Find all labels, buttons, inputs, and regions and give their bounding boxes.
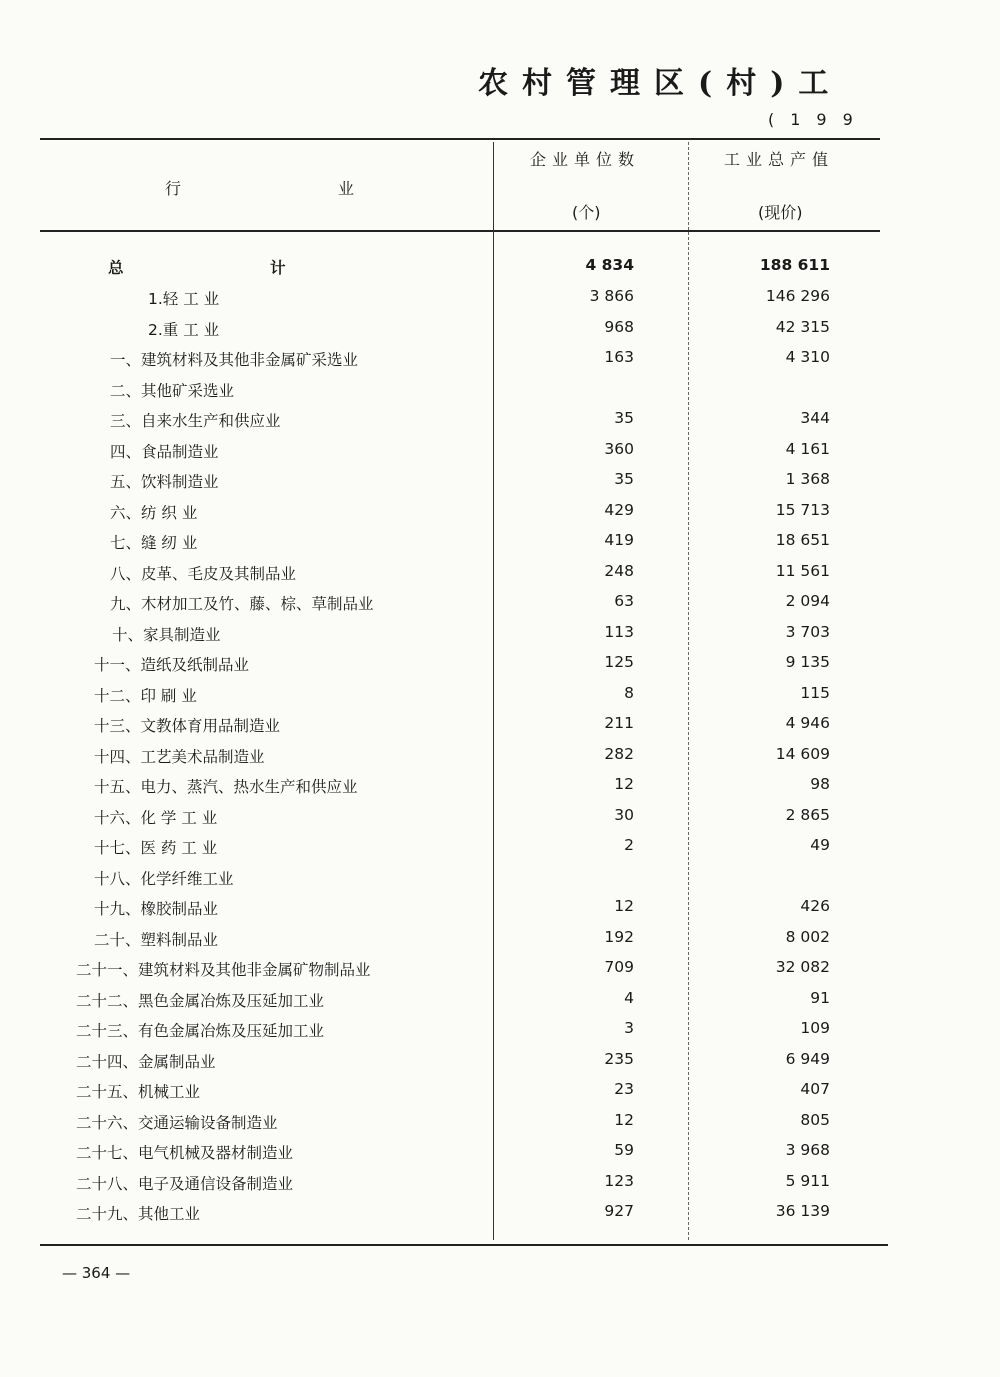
industry-label: 六、纺 织 业	[110, 503, 198, 522]
output-value: 3 703	[785, 622, 830, 641]
table-row	[0, 714, 1000, 742]
industry-label: 九、木材加工及竹、藤、棕、草制品业	[110, 595, 374, 613]
industry-label: 十五、电力、蒸汽、热水生产和供应业	[94, 778, 358, 796]
enterprises-value: 59	[614, 1141, 634, 1159]
output-value: 6 949	[785, 1049, 830, 1068]
industry-label: 二十七、电气机械及器材制造业	[76, 1144, 294, 1162]
table-row	[0, 562, 1000, 590]
industry-label: 八、皮革、毛皮及其制品业	[110, 564, 297, 583]
output-value: 407	[800, 1080, 830, 1098]
enterprises-value: 163	[604, 348, 634, 366]
enterprises-value: 23	[614, 1080, 634, 1098]
table-row	[0, 684, 1000, 712]
industry-label: 二十九、其他工业	[76, 1205, 201, 1223]
table-header-rule	[40, 230, 880, 232]
table-row	[0, 836, 1000, 864]
enterprises-value: 211	[604, 714, 634, 732]
output-value: 4 161	[785, 439, 830, 458]
table-row	[0, 745, 1000, 773]
output-unit: (现价)	[758, 203, 803, 222]
table-row	[0, 623, 1000, 651]
industry-label: 二十、塑料制品业	[94, 930, 219, 949]
industry-header-part2: 业	[338, 179, 355, 198]
industry-label: 十二、印 刷 业	[94, 686, 197, 705]
table-row	[0, 318, 1000, 346]
table-row	[0, 1141, 1000, 1169]
industry-header-part1: 行	[165, 179, 182, 198]
enterprises-value: 927	[604, 1202, 634, 1220]
output-value: 4 310	[785, 348, 830, 366]
table-row	[0, 409, 1000, 437]
total-enterprises: 4 834	[585, 256, 634, 274]
total-label-left: 总	[108, 259, 124, 277]
enterprises-value: 3 866	[589, 287, 634, 305]
total-row	[0, 256, 1000, 284]
enterprises-header: 企业单位数	[530, 150, 641, 169]
enterprises-value: 192	[604, 927, 634, 946]
output-value: 109	[800, 1019, 830, 1037]
enterprises-value: 2	[624, 836, 634, 854]
enterprises-value: 125	[604, 653, 634, 671]
table-row	[0, 1080, 1000, 1108]
enterprises-value: 12	[614, 775, 634, 793]
enterprises-value: 63	[614, 592, 634, 610]
table-top-rule	[40, 138, 880, 140]
output-value: 32 082	[775, 958, 830, 976]
industry-label: 三、自来水生产和供应业	[110, 412, 281, 430]
output-value: 2 094	[785, 592, 830, 610]
enterprises-value: 4	[624, 988, 634, 1007]
output-value: 344	[800, 409, 830, 427]
table-row	[0, 1019, 1000, 1047]
enterprises-value: 235	[604, 1049, 634, 1068]
table-row	[0, 470, 1000, 498]
industry-label: 十八、化学纤维工业	[94, 869, 234, 888]
table-row	[0, 531, 1000, 559]
industry-label: 二十三、有色金属冶炼及压延加工业	[76, 1022, 325, 1040]
output-value: 146 296	[765, 287, 830, 305]
table-row	[0, 348, 1000, 376]
industry-label: 十九、橡胶制品业	[94, 900, 219, 918]
table-row	[0, 1172, 1000, 1200]
enterprises-value: 12	[614, 897, 634, 915]
enterprises-value: 3	[624, 1019, 634, 1037]
total-output: 188 611	[759, 256, 830, 274]
enterprises-value: 360	[604, 439, 634, 458]
output-value: 1 368	[785, 470, 830, 488]
industry-label: 二十二、黑色金属冶炼及压延加工业	[76, 991, 325, 1010]
industry-label: 二十四、金属制品业	[76, 1052, 216, 1071]
output-value: 42 315	[775, 317, 830, 336]
enterprises-value: 8	[624, 683, 634, 702]
table-row	[0, 775, 1000, 803]
enterprises-value: 248	[604, 561, 634, 580]
enterprises-value: 35	[614, 409, 634, 427]
output-value: 4 946	[785, 714, 830, 732]
output-value: 115	[800, 683, 830, 702]
industry-label: 七、缝 纫 业	[110, 534, 198, 552]
output-header: 工业总产值	[724, 150, 835, 169]
output-value: 98	[810, 775, 830, 793]
enterprises-value: 968	[604, 317, 634, 336]
industry-label: 四、食品制造业	[110, 442, 219, 461]
output-value: 91	[810, 988, 830, 1007]
table-bottom-rule	[40, 1244, 888, 1246]
industry-label: 二十八、电子及通信设备制造业	[76, 1174, 294, 1193]
output-value: 3 968	[785, 1141, 830, 1159]
enterprises-value: 113	[604, 622, 634, 641]
industry-label: 二十六、交通运输设备制造业	[76, 1113, 278, 1132]
industry-label: 2.重 工 业	[148, 320, 220, 339]
output-value: 2 865	[785, 805, 830, 824]
table-row	[0, 1050, 1000, 1078]
enterprises-value: 123	[604, 1171, 634, 1190]
table-row	[0, 989, 1000, 1017]
table-row	[0, 653, 1000, 681]
page-number: — 364 —	[62, 1264, 131, 1282]
enterprises-value: 419	[604, 531, 634, 549]
output-value: 14 609	[775, 744, 830, 763]
enterprises-value: 709	[604, 958, 634, 976]
industry-label: 二十五、机械工业	[76, 1083, 201, 1101]
industry-label: 十、家具制造业	[112, 625, 221, 644]
industry-label: 1.轻 工 业	[148, 290, 220, 308]
industry-label: 十三、文教体育用品制造业	[94, 717, 281, 735]
industry-label: 十七、医 药 工 业	[94, 839, 218, 857]
enterprises-value: 30	[614, 805, 634, 824]
table-row	[0, 867, 1000, 895]
output-value: 9 135	[785, 653, 830, 671]
output-value: 5 911	[785, 1171, 830, 1190]
enterprises-value: 429	[604, 500, 634, 519]
table-row	[0, 958, 1000, 986]
output-value: 11 561	[775, 561, 830, 580]
table-row	[0, 287, 1000, 315]
enterprises-value: 12	[614, 1110, 634, 1129]
table-row	[0, 897, 1000, 925]
table-row	[0, 501, 1000, 529]
industry-label: 二、其他矿采选业	[110, 381, 235, 400]
enterprises-unit: (个)	[572, 203, 601, 222]
enterprises-value: 282	[604, 744, 634, 763]
enterprises-value: 35	[614, 470, 634, 488]
output-value: 426	[800, 897, 830, 915]
page-subtitle: (199	[768, 110, 869, 129]
industry-label: 二十一、建筑材料及其他非金属矿物制品业	[76, 961, 371, 979]
industry-label: 十一、造纸及纸制品业	[94, 656, 250, 674]
table-row	[0, 440, 1000, 468]
output-value: 805	[800, 1110, 830, 1129]
page-title: 农村管理区(村)工	[478, 66, 843, 101]
total-label-right: 计	[270, 259, 286, 277]
output-value: 15 713	[775, 500, 830, 519]
table-row	[0, 379, 1000, 407]
industry-label: 一、建筑材料及其他非金属矿采选业	[110, 351, 359, 369]
output-value: 8 002	[785, 927, 830, 946]
table-row	[0, 806, 1000, 834]
industry-label: 五、饮料制造业	[110, 473, 219, 491]
table-row	[0, 928, 1000, 956]
table-row	[0, 592, 1000, 620]
output-value: 36 139	[775, 1202, 830, 1220]
table-row	[0, 1111, 1000, 1139]
table-row	[0, 1202, 1000, 1230]
output-value: 49	[810, 836, 830, 854]
industry-label: 十六、化 学 工 业	[94, 808, 218, 827]
output-value: 18 651	[775, 531, 830, 549]
industry-label: 十四、工艺美术品制造业	[94, 747, 265, 766]
